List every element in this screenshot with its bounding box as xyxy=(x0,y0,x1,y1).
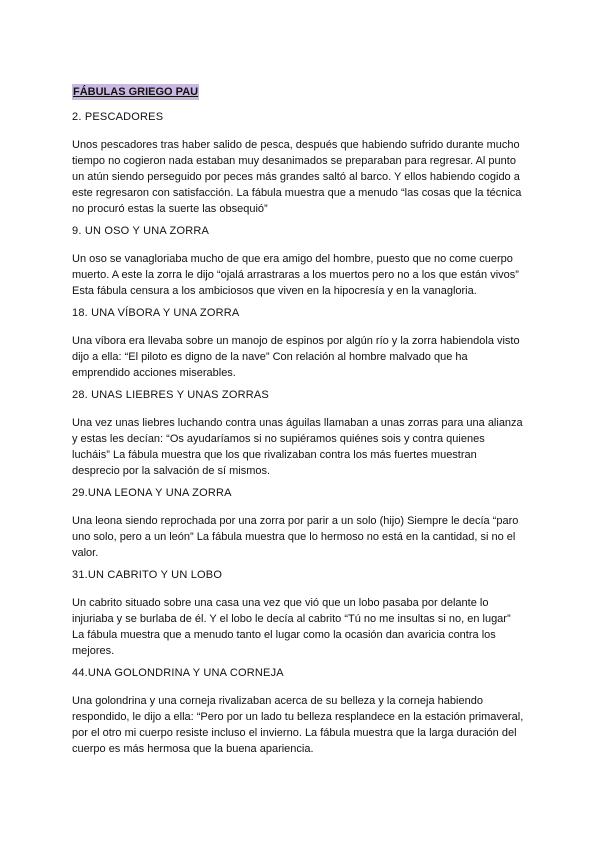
fable-paragraph xyxy=(72,251,542,299)
text-line: Una leona siendo reprochada por una zorra por parir a un solo (hijo) Siempre le decía “paro xyxy=(72,515,519,527)
text-line: cuerpo es más hermosa que la buena apariencia. xyxy=(72,743,314,755)
fable-section xyxy=(72,665,542,757)
fable-section xyxy=(72,567,542,659)
fable-heading: 44.UNA GOLONDRINA Y UNA CORNEJA xyxy=(72,667,284,679)
fable-heading: 9. UN OSO Y UNA ZORRA xyxy=(72,225,210,237)
text-line: valor. xyxy=(72,547,99,559)
fable-section xyxy=(72,109,542,217)
text-line: injuriaba y se burlaba de él. Y el lobo le decía al cabrito “Tú no me insultas si no, en lugar” xyxy=(72,613,511,625)
text-line: muerto. A este la zorra le dijo “ojalá arrastraras a los muertos pero no a los que están vivos” xyxy=(72,269,519,281)
text-line: emprendido acciones miserables. xyxy=(72,367,236,379)
fable-heading: 28. UNAS LIEBRES Y UNAS ZORRAS xyxy=(72,389,269,401)
fable-paragraph xyxy=(72,415,542,479)
text-line: Un oso se vanagloriaba mucho de que era amigo del hombre, puesto que no come cuerpo xyxy=(72,253,513,265)
fables-list xyxy=(72,109,542,757)
fable-paragraph xyxy=(72,333,542,381)
text-line: respondido, le dijo a ella: “Pero por un lado tu belleza resplandece en la estación primaveral, xyxy=(72,711,524,723)
text-line: lucháis” La fábula muestra que los que rivalizaban contra los más fuertes muestran xyxy=(72,449,477,461)
fable-heading: 29.UNA LEONA Y UNA ZORRA xyxy=(72,487,232,499)
text-line: La fábula muestra que a menudo tanto el lugar como la ocasión dan avaricia contra los xyxy=(72,629,496,641)
fable-heading: 18. UNA VÍBORA Y UNA ZORRA xyxy=(72,307,240,319)
document-page xyxy=(72,84,542,763)
fable-section xyxy=(72,305,542,381)
fable-section xyxy=(72,485,542,561)
text-line: Una víbora era llevaba sobre un manojo de espinos por algún río y la zorra habiendola visto xyxy=(72,335,520,347)
fable-paragraph xyxy=(72,595,542,659)
text-line: Un cabrito situado sobre una casa una vez que vió que un lobo pasaba por delante lo xyxy=(72,597,489,609)
fable-paragraph xyxy=(72,693,542,757)
text-line: este regresaron con satisfacción. La fábula muestra que a menudo “las cosas que la técnica xyxy=(72,187,522,199)
text-line: no procuró estas la suerte las obsequió” xyxy=(72,203,268,215)
fable-heading: 2. PESCADORES xyxy=(72,111,164,123)
text-line: dijo a ella: “El piloto es digno de la nave” Con relación al hombre malvado que ha xyxy=(72,351,468,363)
fable-paragraph xyxy=(72,513,542,561)
fable-section xyxy=(72,223,542,299)
fable-heading: 31.UN CABRITO Y UN LOBO xyxy=(72,569,223,581)
text-line: Una vez unas liebres luchando contra unas águilas llamaban a unas zorras para una alianza xyxy=(72,417,523,429)
text-line: Una golondrina y una corneja rivalizaban acerca de su belleza y la corneja habiendo xyxy=(72,695,483,707)
text-line: desprecio por la salvación de sí mismos. xyxy=(72,465,271,477)
text-line: Unos pescadores tras haber salido de pesca, después que habiendo sufrido durante mucho xyxy=(72,139,520,151)
text-line: mejores. xyxy=(72,645,115,657)
text-line: uno solo, pero a un león” La fábula muestra que lo hermoso no está en la cantidad, si no el xyxy=(72,531,516,543)
document-title: FÁBULAS GRIEGO PAU xyxy=(73,86,199,98)
text-line: y estas les decían: “Os ayudaríamos si no supiéramos quiénes sois y contra quienes xyxy=(72,433,485,445)
text-line: tiempo no cogieron nada estaban muy desanimados se preparaban para regresar. Al punto xyxy=(72,155,516,167)
text-line: un atún siendo perseguido por peces más grandes saltó al barco. Y ellos habiendo cogido a xyxy=(72,171,520,183)
text-line: Esta fábula censura a los ambiciosos que viven en la hipocresía y en la vanagloria. xyxy=(72,285,477,297)
text-line: por el otro mi cuerpo resiste incluso el invierno. La fábula muestra que la larga duración del xyxy=(72,727,517,739)
fable-paragraph xyxy=(72,137,542,217)
fable-section xyxy=(72,387,542,479)
